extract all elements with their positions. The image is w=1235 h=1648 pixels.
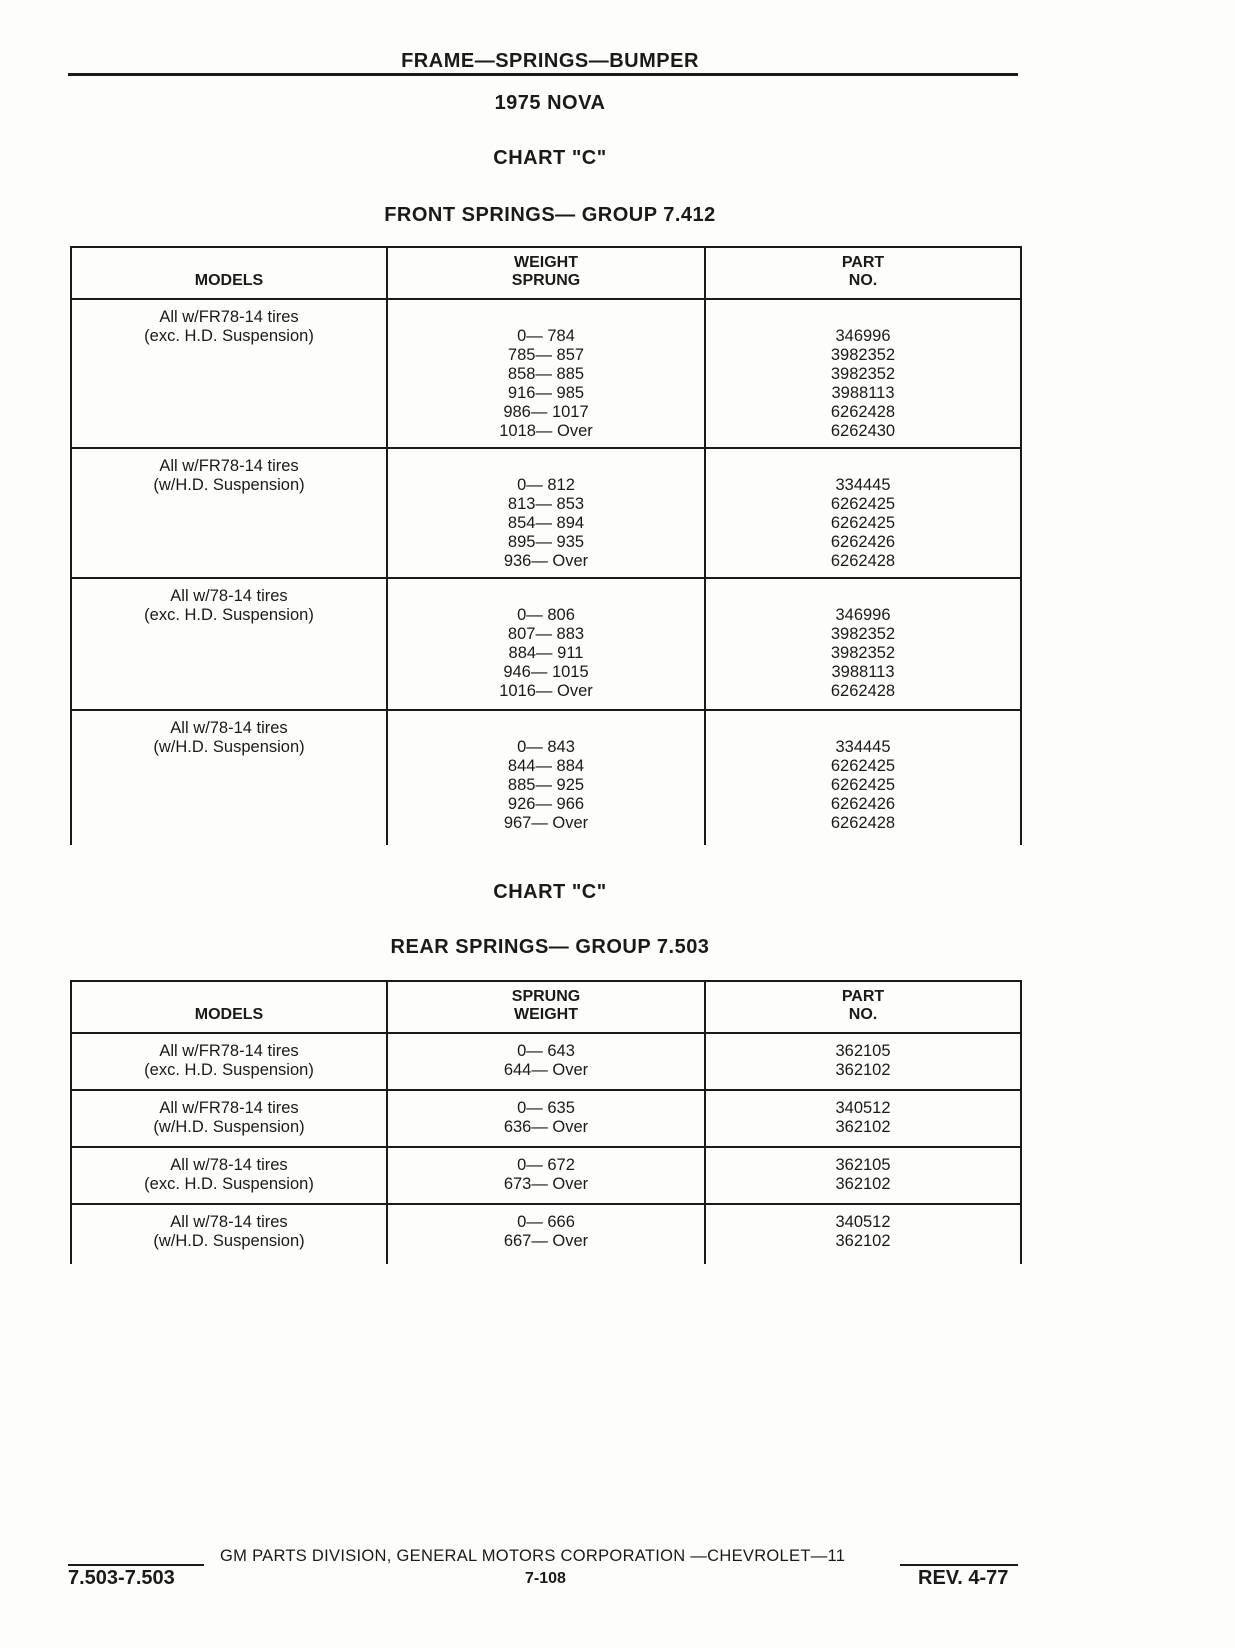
cell-line: 362102 <box>835 1175 891 1193</box>
cell-line: 667— Over <box>503 1232 589 1250</box>
cell-line: 936— Over <box>503 552 589 570</box>
cell-line: 6262428 <box>830 682 896 701</box>
cell-line: (w/H.D. Suspension) <box>153 737 305 756</box>
cell-line: 813— 853 <box>507 495 585 513</box>
cell-line: 644— Over <box>503 1061 589 1079</box>
cell-line: 362102 <box>835 1118 891 1136</box>
rear-springs-title: REAR SPRINGS— GROUP 7.503 <box>390 936 710 958</box>
footer-page-number: 7-108 <box>525 1570 566 1587</box>
cell-line: SPRUNG <box>511 988 581 1005</box>
weight-cell <box>387 299 705 448</box>
cell-line: 967— Over <box>503 813 589 832</box>
cell-line: 3982352 <box>830 625 896 644</box>
header-rule <box>68 73 1018 76</box>
cell-line: WEIGHT <box>514 1006 578 1023</box>
cell-line: 0— 672 <box>517 1156 575 1174</box>
table-header-row <box>71 981 1021 1033</box>
part-number-cell <box>705 299 1021 448</box>
cell-line: 884— 911 <box>508 644 584 663</box>
cell-line: 6262425 <box>830 514 896 532</box>
weight-cell <box>387 448 705 578</box>
part-number-cell <box>705 1147 1021 1204</box>
footer-rule-left <box>68 1564 204 1566</box>
part-number-cell <box>705 710 1021 845</box>
cell-line: All w/78-14 tires <box>170 718 288 737</box>
weight-cell <box>387 1090 705 1147</box>
cell-line: (w/H.D. Suspension) <box>153 476 305 494</box>
column-header-weight <box>387 247 705 299</box>
cell-line: (exc. H.D. Suspension) <box>144 1061 314 1079</box>
cell-line: 346996 <box>835 606 891 625</box>
cell-line: 673— Over <box>503 1175 589 1193</box>
table-row <box>71 578 1021 709</box>
section-title: FRAME—SPRINGS—BUMPER <box>401 50 699 72</box>
footer-revision: REV. 4-77 <box>918 1567 1009 1589</box>
cell-line: 3982352 <box>830 365 896 383</box>
table-header-row <box>71 247 1021 299</box>
cell-line: All w/78-14 tires <box>170 587 288 606</box>
weight-cell <box>387 1033 705 1090</box>
table-row <box>71 1090 1021 1147</box>
cell-line: 636— Over <box>503 1118 589 1136</box>
table-row <box>71 1204 1021 1264</box>
footer-rule-right <box>900 1564 1018 1566</box>
column-header-part-no <box>705 247 1021 299</box>
model-cell <box>71 299 387 448</box>
table-row <box>71 448 1021 578</box>
model-title: 1975 NOVA <box>494 92 606 114</box>
cell-line: 6262430 <box>830 422 896 440</box>
cell-line: 362102 <box>835 1232 891 1250</box>
cell-line: 807— 883 <box>507 625 585 644</box>
table-row <box>71 299 1021 448</box>
cell-line: All w/FR78-14 tires <box>159 457 299 475</box>
cell-line: 6262428 <box>830 813 896 832</box>
front-chart-label: CHART "C" <box>493 147 607 169</box>
cell-line: All w/78-14 tires <box>170 1156 288 1174</box>
cell-line: 895— 935 <box>507 533 585 551</box>
cell-line: 1018— Over <box>499 422 593 440</box>
cell-line: 346996 <box>835 327 891 345</box>
part-number-cell <box>705 578 1021 709</box>
weight-cell <box>387 1147 705 1204</box>
rear-springs-table <box>70 980 1022 1264</box>
column-header-models <box>71 981 387 1033</box>
cell-line: 340512 <box>835 1099 891 1117</box>
cell-line: All w/78-14 tires <box>170 1213 288 1231</box>
cell-line: (w/H.D. Suspension) <box>153 1118 305 1136</box>
cell-line: 946— 1015 <box>503 663 589 682</box>
cell-line: All w/FR78-14 tires <box>159 1099 299 1117</box>
cell-line: SPRUNG <box>511 272 581 289</box>
column-header-weight <box>387 981 705 1033</box>
table-row <box>71 710 1021 845</box>
cell-line: 785— 857 <box>507 346 585 364</box>
column-header-models <box>71 247 387 299</box>
cell-line: 844— 884 <box>507 756 585 775</box>
cell-line: 6262425 <box>830 495 896 513</box>
cell-line: 0— 635 <box>517 1099 575 1117</box>
weight-cell <box>387 578 705 709</box>
cell-line: NO. <box>848 1006 878 1023</box>
cell-line: All w/FR78-14 tires <box>159 308 299 326</box>
cell-line: 6262428 <box>830 403 896 421</box>
model-cell <box>71 578 387 709</box>
model-cell <box>71 1033 387 1090</box>
cell-line: 0— 643 <box>517 1042 575 1060</box>
part-number-cell <box>705 1033 1021 1090</box>
model-cell <box>71 710 387 845</box>
cell-line: WEIGHT <box>514 254 578 271</box>
footer-publisher: GM PARTS DIVISION, GENERAL MOTORS CORPORATION —CHEVROLET—11 <box>220 1547 846 1565</box>
cell-line: 334445 <box>835 476 891 494</box>
model-cell <box>71 1090 387 1147</box>
model-cell <box>71 448 387 578</box>
weight-cell <box>387 1204 705 1264</box>
cell-line: 3988113 <box>831 384 895 402</box>
cell-line: 6262425 <box>830 775 896 794</box>
table-row <box>71 1033 1021 1090</box>
cell-line: 6262425 <box>830 756 896 775</box>
column-header-part-no <box>705 981 1021 1033</box>
cell-line: 926— 966 <box>507 794 585 813</box>
cell-line: 362105 <box>835 1156 891 1174</box>
cell-line: 6262428 <box>830 552 896 570</box>
cell-line: 340512 <box>835 1213 891 1231</box>
rear-chart-label: CHART "C" <box>493 881 607 903</box>
cell-line: PART <box>841 254 885 271</box>
front-springs-table <box>70 246 1022 845</box>
table-row <box>71 1147 1021 1204</box>
cell-line: 0— 666 <box>517 1213 575 1231</box>
cell-line: MODELS <box>194 1006 264 1023</box>
cell-line: (exc. H.D. Suspension) <box>144 1175 314 1193</box>
cell-line: 3982352 <box>830 346 896 364</box>
cell-line: 0— 806 <box>517 606 575 625</box>
footer-group-range: 7.503-7.503 <box>68 1567 175 1589</box>
cell-line: PART <box>841 988 885 1005</box>
part-number-cell <box>705 1090 1021 1147</box>
cell-line: 3982352 <box>830 644 896 663</box>
cell-line: 986— 1017 <box>503 403 589 421</box>
cell-line: 854— 894 <box>507 514 585 532</box>
model-cell <box>71 1147 387 1204</box>
cell-line: 885— 925 <box>507 775 585 794</box>
cell-line: 6262426 <box>830 533 896 551</box>
cell-line: 362102 <box>835 1061 891 1079</box>
cell-line: 3988113 <box>831 663 895 682</box>
cell-line: 916— 985 <box>507 384 585 402</box>
cell-line: 0— 812 <box>517 476 575 494</box>
cell-line: (w/H.D. Suspension) <box>153 1232 305 1250</box>
cell-line: All w/FR78-14 tires <box>159 1042 299 1060</box>
cell-line: 362105 <box>835 1042 891 1060</box>
cell-line: 1016— Over <box>499 682 593 701</box>
cell-line: (exc. H.D. Suspension) <box>144 327 314 345</box>
cell-line: MODELS <box>194 272 264 289</box>
weight-cell <box>387 710 705 845</box>
cell-line: 0— 843 <box>517 737 575 756</box>
cell-line: NO. <box>848 272 878 289</box>
cell-line: 334445 <box>835 737 891 756</box>
cell-line: 858— 885 <box>507 365 585 383</box>
cell-line: 0— 784 <box>517 327 575 345</box>
part-number-cell <box>705 448 1021 578</box>
part-number-cell <box>705 1204 1021 1264</box>
front-springs-title: FRONT SPRINGS— GROUP 7.412 <box>384 204 716 226</box>
cell-line: 6262426 <box>830 794 896 813</box>
model-cell <box>71 1204 387 1264</box>
cell-line: (exc. H.D. Suspension) <box>144 606 314 625</box>
